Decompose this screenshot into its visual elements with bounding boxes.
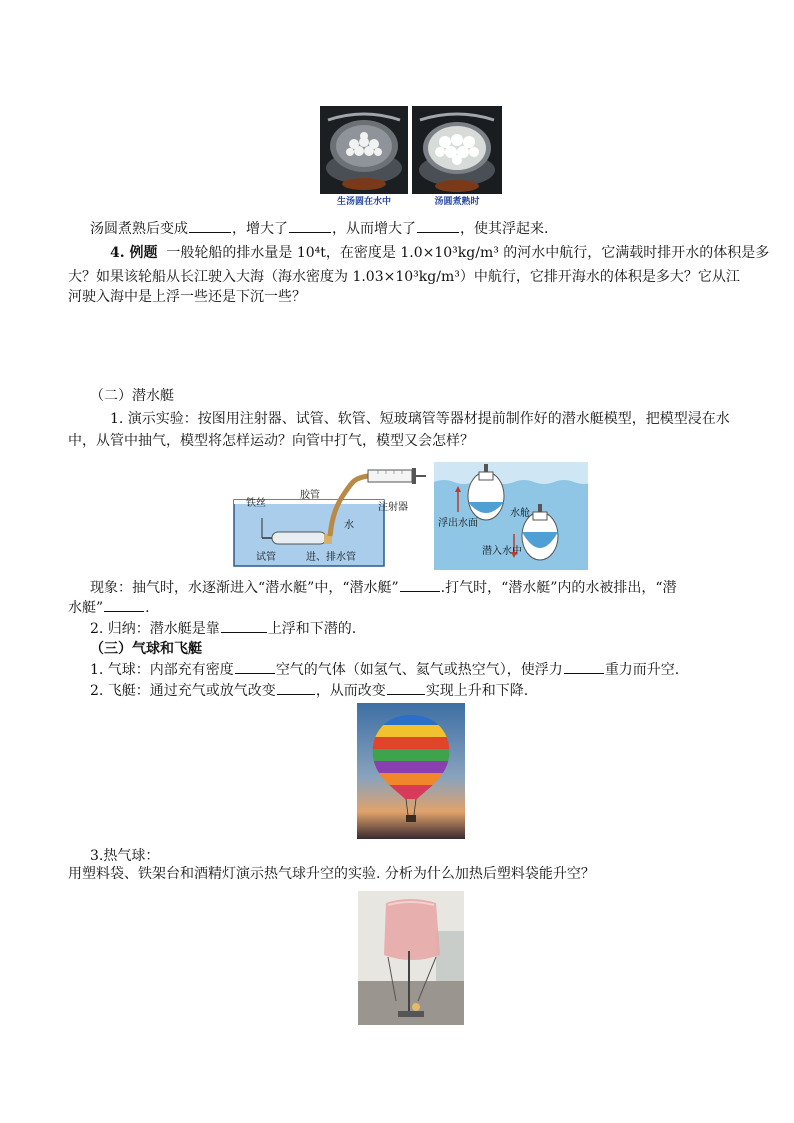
summary-text-2: 上浮和下潜的. xyxy=(267,621,357,637)
answer-blank[interactable] xyxy=(277,680,315,695)
example-4-line-3: 河驶入海中是上浮一些还是下沉一些？ xyxy=(68,289,306,305)
section-3-heading: （三）气球和飞艇 xyxy=(90,641,202,657)
tangyuan-text-4: ，使其浮起来. xyxy=(460,221,549,237)
airship-line xyxy=(90,680,528,702)
surface-label: 浮出水面 xyxy=(438,518,478,529)
raw-tangyuan-photo xyxy=(320,106,408,194)
tank-label: 水舱 xyxy=(510,508,530,519)
hot-air-text: 用塑料袋、铁架台和酒精灯演示热气球升空的实验. 分析为什么加热后塑料袋能升空？ xyxy=(68,866,595,882)
airship-text-3: 实现上升和下降. xyxy=(425,683,529,699)
phenomenon-text-1: 现象：抽气时，水逐渐进入“潜水艇”中，“潜水艇” xyxy=(90,580,399,596)
submarine-motion-diagram xyxy=(434,462,588,570)
cooked-tangyuan-caption: 汤圆煮熟时 xyxy=(434,197,480,207)
example-4-label: 4. 例题 xyxy=(110,245,158,261)
phenomenon-text-2: .打气时，“潜水艇”内的水被排出，“潜 xyxy=(440,580,677,596)
dive-label: 潜入水中 xyxy=(482,546,522,557)
hot-air-balloon-photo xyxy=(357,703,465,839)
water-label: 水 xyxy=(344,520,354,531)
hose-label: 胶管 xyxy=(300,490,320,501)
demo-line-2: 中，从管中抽气，模型将怎样运动？向管中打气，模型又会怎样？ xyxy=(68,433,474,449)
answer-blank[interactable] xyxy=(104,597,144,612)
airship-text-2: ，从而改变 xyxy=(315,683,386,699)
demo-line-1: 1. 演示实验：按图用注射器、试管、软管、短玻璃管等器材提前制作好的潜水艇模型，把模型浸在水 xyxy=(110,411,730,427)
balloon-line xyxy=(90,659,679,681)
answer-blank[interactable] xyxy=(235,659,275,674)
phenomenon-text-3: 水艇” xyxy=(68,600,104,616)
tangyuan-question xyxy=(90,218,548,240)
phenomenon-line-1 xyxy=(90,577,677,599)
tangyuan-text-3: ，从而增大了 xyxy=(332,221,416,237)
tangyuan-text-2: ，增大了 xyxy=(232,221,288,237)
balloon-text-1: 1. 气球：内部充有密度 xyxy=(90,662,234,678)
answer-blank[interactable] xyxy=(289,218,331,233)
iron-wire-label: 铁丝 xyxy=(246,498,266,509)
raw-tangyuan-caption: 生汤圆在水中 xyxy=(320,194,408,207)
phenomenon-line-2 xyxy=(68,597,150,619)
inlet-outlet-label: 进、排水管 xyxy=(306,552,356,563)
answer-blank[interactable] xyxy=(221,618,267,633)
submarine-model-diagram xyxy=(232,464,428,570)
example-4-line-1 xyxy=(110,242,769,264)
cooked-tangyuan-photo xyxy=(412,106,502,194)
test-tube-label: 试管 xyxy=(256,552,276,563)
answer-blank[interactable] xyxy=(387,680,425,695)
section-2-heading: （二）潜水艇 xyxy=(90,388,174,404)
balloon-text-2: 空气的气体（如氢气、氦气或热空气），使浮力 xyxy=(275,662,563,678)
example-4-text-1: 一般轮船的排水量是 10⁴t，在密度是 1.0×10³kg/m³ 的河水中航行，它满载时排开水的体积是多 xyxy=(166,245,770,261)
example-4-line-2: 大？如果该轮船从长江驶入大海（海水密度为 1.03×10³kg/m³）中航行，它排开海水的体积是多大？它从江 xyxy=(68,269,740,285)
balloon-text-3: 重力而升空. xyxy=(604,662,680,678)
answer-blank[interactable] xyxy=(189,218,231,233)
answer-blank[interactable] xyxy=(564,659,604,674)
hot-air-label: 3.热气球： xyxy=(90,848,160,864)
airship-text-1: 2. 飞艇：通过充气或放气改变 xyxy=(90,683,276,699)
tangyuan-photos xyxy=(320,106,502,207)
tangyuan-text-1: 汤圆煮熟后变成 xyxy=(90,221,188,237)
answer-blank[interactable] xyxy=(400,577,440,592)
phenomenon-text-4: . xyxy=(145,600,150,616)
summary-line xyxy=(90,618,356,640)
plastic-bag-experiment-photo xyxy=(358,891,464,1025)
syringe-label: 注射器 xyxy=(378,502,408,513)
answer-blank[interactable] xyxy=(417,218,459,233)
summary-text-1: 2. 归纳：潜水艇是靠 xyxy=(90,621,220,637)
